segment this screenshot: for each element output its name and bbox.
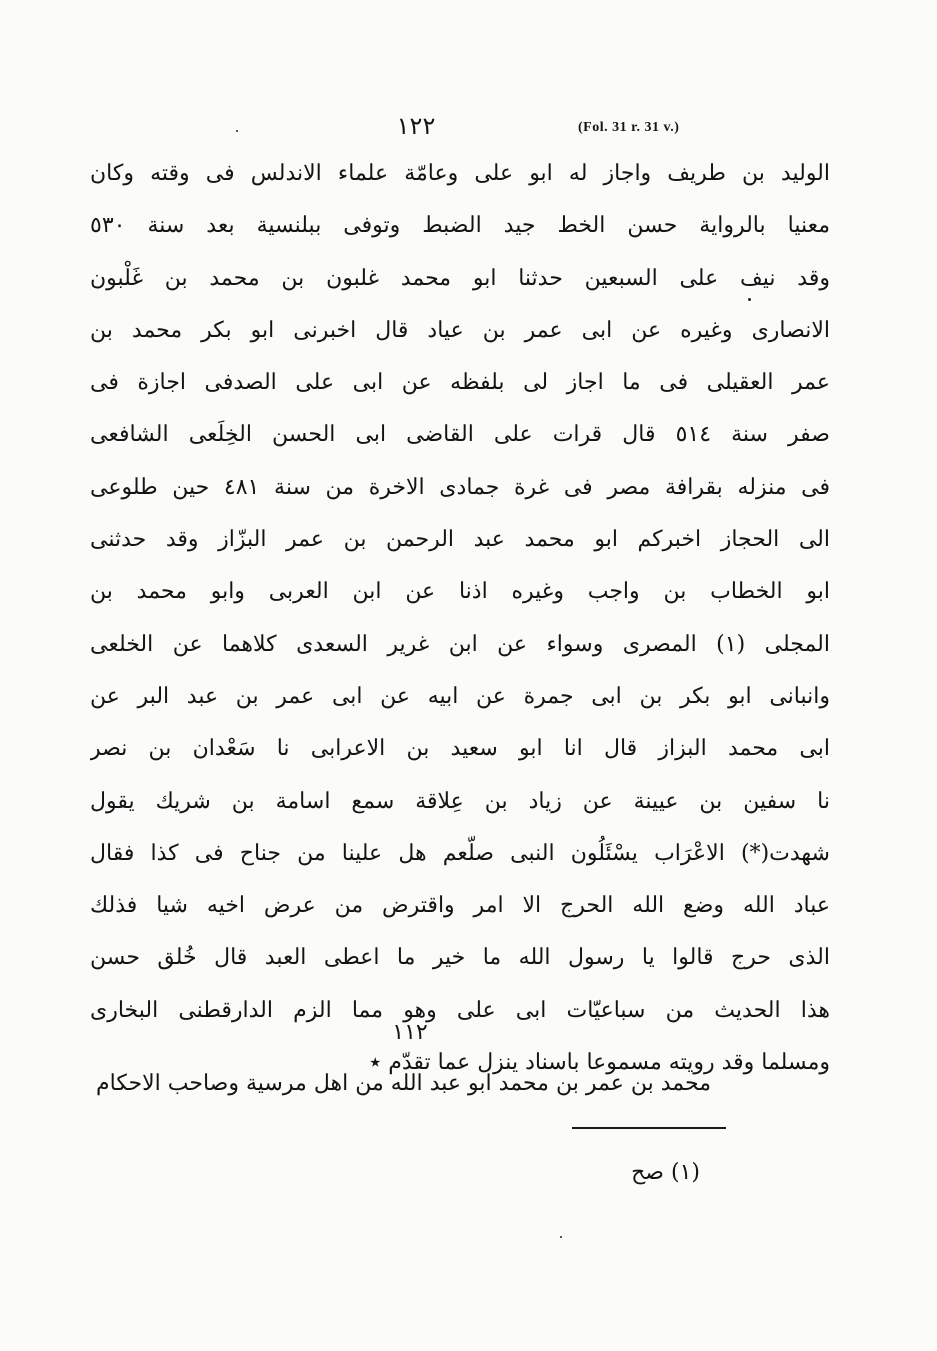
footnote: (١) صح xyxy=(631,1160,700,1185)
main-text xyxy=(90,148,830,1089)
entry-text-line: محمد بن عمر بن محمد ابو عبد الله من اهل مرسية وصاحب الاحكام xyxy=(96,1071,711,1096)
scan-speck xyxy=(748,298,751,301)
text-line: هذا الحديث من سباعيّات ابى على وهو مما الزم الدارقطنى البخارى xyxy=(90,997,830,1023)
entry-number: ١١٢ xyxy=(392,1020,428,1045)
scan-speck xyxy=(236,130,238,132)
text-line: فى منزله بقرافة مصر فى غرة جمادى الاخرة من سنة ٤٨١ حين طلوعى xyxy=(90,474,830,500)
text-line: الانصارى وغيره عن ابى عمر بن عياد قال اخبرنى ابو بكر محمد بن xyxy=(90,317,830,343)
scan-speck xyxy=(560,1236,562,1238)
text-line: نا سفين بن عيينة عن زياد بن عِلاقة سمع اسامة بن شريك يقول xyxy=(90,788,830,814)
text-line: الوليد بن طريف واجاز له ابو على وعامّة علماء الاندلس فى وقته وكان xyxy=(90,161,830,186)
text-line: ابو الخطاب بن واجب وغيره اذنا عن ابن العربى وابو محمد بن xyxy=(90,579,830,605)
text-line: شهدت(*) الاعْرَاب يسْئَلُون النبى صلّعم هل علينا من جناح فى كذا فقال xyxy=(90,840,830,866)
text-line: الذى حرج قالوا يا رسول الله ما خير ما اعطى العبد قال خُلق حسن xyxy=(90,945,830,971)
text-line: وقد نيف على السبعين حدثنا ابو محمد غلبون بن محمد بن غَلْبون xyxy=(90,265,830,291)
text-line: الى الحجاز اخبركم ابو محمد عبد الرحمن بن عمر البزّاز وقد حدثنى xyxy=(90,527,830,553)
footnote-divider xyxy=(572,1127,726,1129)
text-line: ومسلما وقد رويته مسموعا باسناد ينزل عما تقدّم ٭ xyxy=(369,1050,830,1076)
text-line: صفر سنة ٥١٤ قال قرات على القاضى ابى الحسن الخِلَعى الشافعى xyxy=(90,422,830,448)
page-number: ١٢٢ xyxy=(396,112,436,140)
text-line: معنيا بالرواية حسن الخط جيد الضبط وتوفى ببلنسية بعد سنة ٥٣٠ xyxy=(90,213,830,239)
text-line: المجلى (١) المصرى وسواء عن ابن غرير السعدى كلاهما عن الخلعى xyxy=(90,631,830,657)
text-line: ابى محمد البزاز قال انا ابو سعيد بن الاعرابى نا سَعْدان بن نصر xyxy=(90,736,830,762)
text-line: عباد الله وضع الله الحرج الا امر واقترض من عرض اخيه شيا فذلك xyxy=(90,893,830,919)
folio-reference: (Fol. 31 r. 31 v.) xyxy=(578,120,680,135)
text-line: عمر العقيلى فى ما اجاز لى بلفظه عن ابى على الصدفى اجازة فى xyxy=(90,370,830,396)
text-line: وانبانى ابو بكر بن ابى جمرة عن ابيه عن ابى عمر بن عبد البر عن xyxy=(90,683,830,709)
